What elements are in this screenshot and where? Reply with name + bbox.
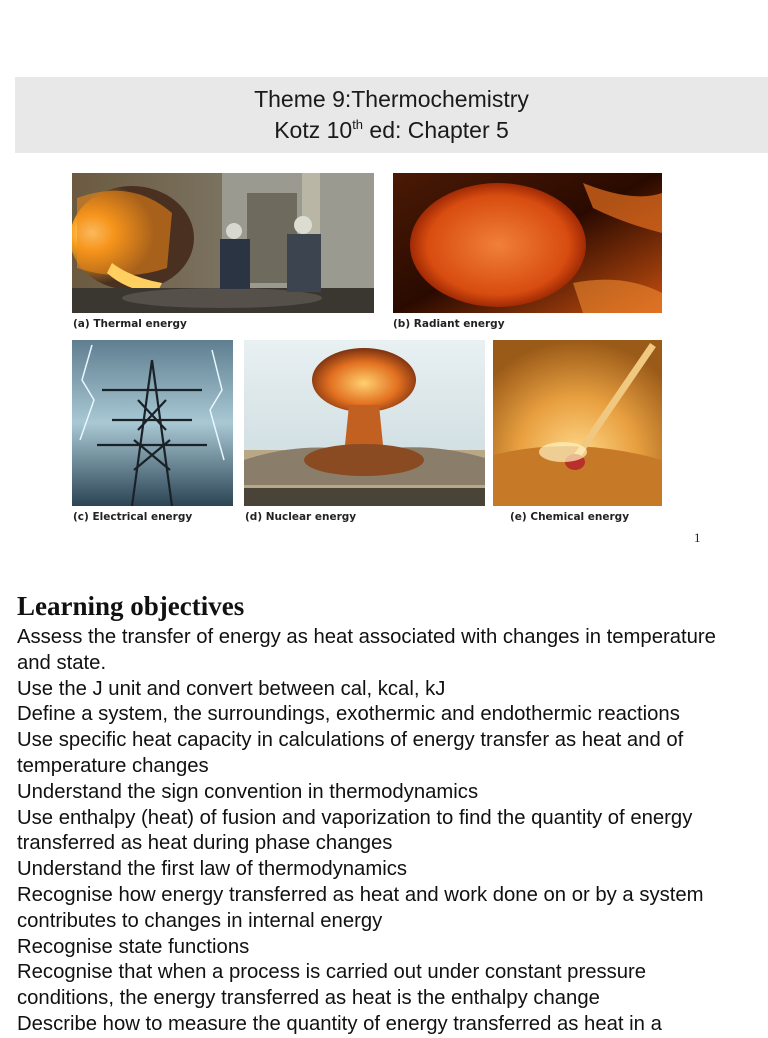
caption-electrical-energy: (c) Electrical energy bbox=[73, 511, 193, 523]
objective-line: Recognise that when a process is carried out under constant pressure bbox=[17, 961, 647, 984]
thermal-energy-photo bbox=[72, 173, 374, 313]
radiant-energy-photo bbox=[393, 173, 662, 313]
objective-line: contributes to changes in internal energy bbox=[17, 909, 383, 932]
objective-line: Assess the transfer of energy as heat associated with changes in temperature bbox=[17, 626, 716, 648]
objective-line: Understand the sign convention in thermodynamics bbox=[17, 780, 479, 803]
caption-radiant-energy: (b) Radiant energy bbox=[393, 318, 505, 330]
caption-chemical-energy: (e) Chemical energy bbox=[510, 511, 630, 523]
subtitle-rest: ed: Chapter 5 bbox=[363, 117, 509, 143]
caption-thermal-energy: (a) Thermal energy bbox=[73, 318, 187, 330]
objective-line: Use specific heat capacity in calculations of energy transfer as heat and of bbox=[17, 729, 684, 752]
subtitle-superscript: th bbox=[352, 117, 364, 132]
objective-line: Recognise state functions bbox=[17, 935, 250, 958]
objective-line: Describe how to measure the quantity of energy transferred as heat in a bbox=[17, 1012, 662, 1035]
objective-line: Use enthalpy (heat) of fusion and vaporization to find the quantity of energy bbox=[17, 806, 693, 829]
objective-line: Understand the first law of thermodynamics bbox=[17, 858, 408, 881]
objective-line: and state. bbox=[17, 651, 107, 674]
slide-title: Theme 9:Thermochemistry bbox=[254, 86, 529, 112]
subtitle-main: Kotz 10 bbox=[274, 117, 353, 143]
objective-line: Use the J unit and convert between cal, kcal, kJ bbox=[17, 677, 446, 700]
objective-line: Define a system, the surroundings, exothermic and endothermic reactions bbox=[17, 703, 680, 726]
slide-subtitle bbox=[15, 117, 768, 144]
objective-line: Recognise how energy transferred as heat and work done on or by a system bbox=[17, 883, 704, 906]
chemical-energy-photo bbox=[493, 340, 662, 506]
learning-objectives-list bbox=[17, 625, 762, 1038]
objective-line: transferred as heat during phase changes bbox=[17, 832, 393, 855]
electrical-energy-photo bbox=[72, 340, 233, 506]
objective-line: temperature changes bbox=[17, 754, 209, 777]
learning-objectives-heading: Learning objectives bbox=[17, 591, 245, 621]
nuclear-energy-photo bbox=[244, 340, 485, 506]
objective-line: conditions, the energy transferred as heat is the enthalpy change bbox=[17, 987, 600, 1010]
page-number: 1 bbox=[694, 530, 701, 545]
caption-nuclear-energy: (d) Nuclear energy bbox=[245, 511, 357, 523]
